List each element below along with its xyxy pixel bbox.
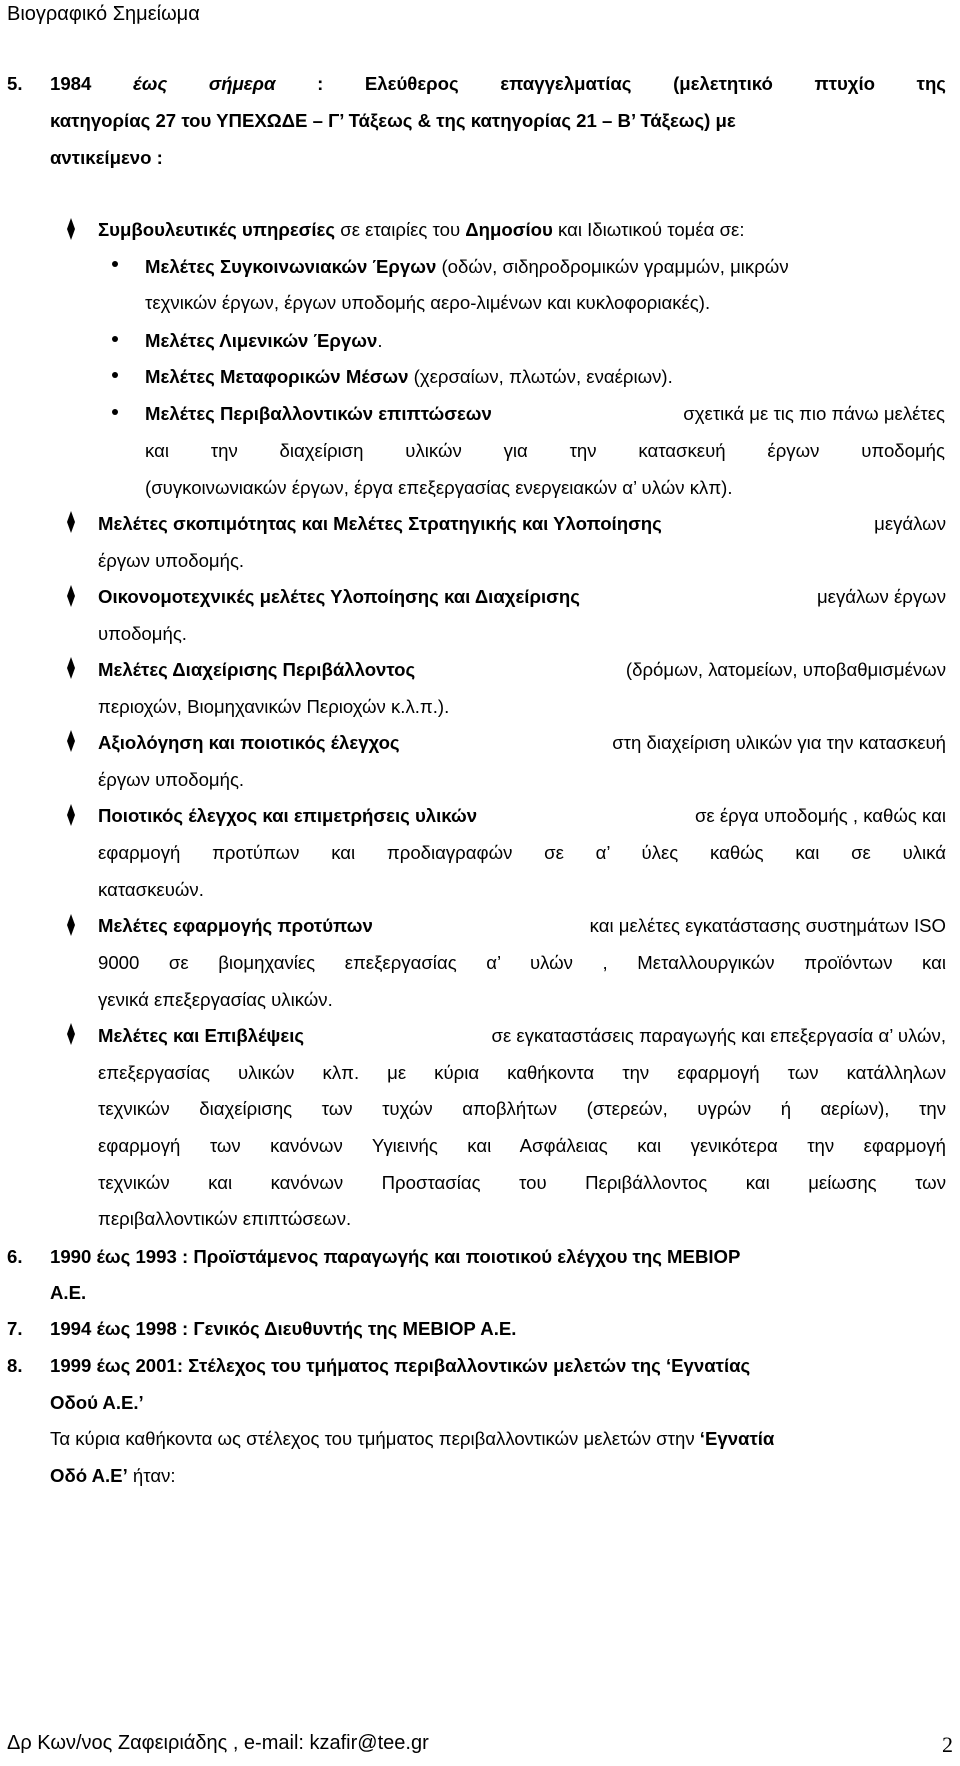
item5-intro-line3: αντικείμενο :: [50, 147, 163, 168]
item-number: 5.: [7, 73, 23, 94]
bullet-line: τεχνικών διαχείρισης των τυχών αποβλήτων (στερεών, υγρών ή αερίων), την: [98, 1098, 946, 1119]
intro-word: πτυχίο: [814, 73, 876, 94]
intro-word: 1984: [50, 73, 92, 94]
item8-paragraph-line2: [50, 1465, 176, 1487]
item-number: 6.: [7, 1246, 23, 1267]
paragraph-bold: Οδό Α.Ε’: [50, 1465, 128, 1486]
diamond-bullet-icon: [64, 656, 78, 680]
bullet-line: εφαρμογή των κανόνων Υγιεινής και Ασφάλειας και γενικότερα την εφαρμογή: [98, 1135, 946, 1156]
bullet-techno-economic: [98, 586, 946, 608]
footer-author: Δρ Κων/νος Ζαφειριάδης , e-mail: kzafir@tee.gr: [7, 1732, 429, 1754]
sub-bullet-line: τεχνικών έργων, έργων υποδομής αερο-λιμένων και κυκλοφοριακές).: [145, 292, 711, 313]
bullet-text: (οδών, σιδηροδρομικών γραμμών, μικρών: [436, 256, 789, 277]
bullet-bold: Μελέτες Περιβαλλοντικών επιπτώσεων: [145, 403, 492, 424]
intro-word: (μελετητικό: [673, 73, 773, 94]
diamond-bullet-icon: [64, 217, 78, 241]
bullet-text: και Ιδιωτικού τομέα σε:: [552, 219, 745, 240]
bullet-line: περιβαλλοντικών επιπτώσεων.: [98, 1208, 352, 1229]
bullet-text: (χερσαίων, πλωτών, εναέριων).: [408, 366, 673, 387]
bullet-standards: [98, 915, 946, 937]
intro-word: της: [916, 73, 946, 94]
bullet-quality-control: [98, 805, 946, 827]
bullet-bold: Συμβουλευτικές υπηρεσίες: [98, 219, 336, 240]
sub-bullet-line: και την διαχείριση υλικών για την κατασκευή έργων υποδομής: [145, 440, 945, 461]
dot-bullet-icon: [112, 409, 118, 415]
bullet-bold: Μελέτες Λιμενικών Έργων: [145, 330, 378, 351]
bullet-consulting: [98, 219, 745, 241]
item-number: 7.: [7, 1318, 23, 1339]
bullet-text: σχετικά με τις πιο πάνω μελέτες: [683, 403, 945, 424]
sub-bullet-transport-means: [145, 366, 673, 388]
bullet-bold: Οικονομοτεχνικές μελέτες Υλοποίησης και Διαχείρισης: [98, 586, 580, 607]
bullet-line: έργων υποδομής.: [98, 769, 245, 790]
bullet-line: τεχνικών και κανόνων Προστασίας του Περιβάλλοντος και μείωσης των: [98, 1172, 946, 1193]
intro-word: έως: [132, 73, 168, 94]
item8-line2: Οδού Α.Ε.’: [50, 1392, 144, 1413]
dot-bullet-icon: [112, 336, 118, 342]
bullet-evaluation: [98, 732, 946, 754]
bullet-line: επεξεργασίας υλικών κλπ. με κύρια καθήκοντα την εφαρμογή των κατάλληλων: [98, 1062, 946, 1083]
bullet-feasibility: [98, 513, 946, 535]
item8-line1: 1999 έως 2001: Στέλεχος του τμήματος περιβαλλοντικών μελετών της ‘Εγνατίας: [50, 1355, 751, 1376]
diamond-bullet-icon: [64, 803, 78, 827]
bullet-text: (δρόμων, λατομείων, υποβαθμισμένων: [625, 659, 946, 680]
item8-paragraph-line1: [50, 1428, 774, 1450]
bullet-text: και μελέτες εγκατάστασης συστημάτων ISO: [589, 915, 946, 936]
item7-line1: 1994 έως 1998 : Γενικός Διευθυντής της ΜΕΒΙΟΡ Α.Ε.: [50, 1318, 517, 1339]
page-number: 2: [942, 1732, 953, 1757]
intro-word: :: [317, 73, 324, 94]
bullet-bold: Μελέτες και Επιβλέψεις: [98, 1025, 305, 1046]
bullet-line: κατασκευών.: [98, 879, 204, 900]
intro-word: επαγγελματίας: [500, 73, 632, 94]
diamond-bullet-icon: [64, 584, 78, 608]
bullet-text: στη διαχείριση υλικών για την κατασκευή: [612, 732, 946, 753]
item5-intro-line1: [50, 73, 946, 95]
item6-line2: Α.Ε.: [50, 1282, 87, 1303]
sub-bullet-transport-studies: [145, 256, 789, 278]
bullet-line: γενικά επεξεργασίας υλικών.: [98, 989, 333, 1010]
sub-bullet-port-studies: [145, 330, 382, 352]
diamond-bullet-icon: [64, 913, 78, 937]
diamond-bullet-icon: [64, 729, 78, 753]
bullet-bold: Μελέτες σκοπιμότητας και Μελέτες Στρατηγικής και Υλοποίησης: [98, 513, 662, 534]
bullet-bold: Μελέτες Μεταφορικών Μέσων: [145, 366, 409, 387]
bullet-text: σε εταιρίες του: [335, 219, 466, 240]
diamond-bullet-icon: [64, 1022, 78, 1046]
bullet-bold: Μελέτες Συγκοινωνιακών Έργων: [145, 256, 437, 277]
bullet-line: εφαρμογή προτύπων και προδιαγραφών σε α’ ύλες καθώς και σε υλικά: [98, 842, 946, 863]
bullet-bold: Μελέτες εφαρμογής προτύπων: [98, 915, 373, 936]
bullet-supervision: [98, 1025, 946, 1047]
bullet-line: υποδομής.: [98, 623, 187, 644]
intro-word: σήμερα: [208, 73, 276, 94]
page-footer: [7, 1732, 953, 1755]
bullet-text: σε εγκαταστάσεις παραγωγής και επεξεργασία α’ υλών,: [491, 1025, 946, 1046]
sub-bullet-environmental: [145, 403, 945, 425]
bullet-text: σε έργα υποδομής , καθώς και: [694, 805, 946, 826]
bullet-line: περιοχών, Βιομηχανικών Περιοχών κ.λ.π.).: [98, 696, 450, 717]
bullet-environment-management: [98, 659, 946, 681]
sub-bullet-line: (συγκοινωνιακών έργων, έργα επεξεργασίας ενεργειακών α’ υλών κλπ).: [145, 477, 733, 498]
item5-intro-line2: κατηγορίας 27 του ΥΠΕΧΩΔΕ – Γ’ Τάξεως & της κατηγορίας 21 – Β’ Τάξεως) με: [50, 110, 736, 131]
paragraph-text: Τα κύρια καθήκοντα ως στέλεχος του τμήματος περιβαλλοντικών μελετών στην: [50, 1428, 700, 1449]
bullet-bold: Μελέτες Διαχείρισης Περιβάλλοντος: [98, 659, 416, 680]
item-number: 8.: [7, 1355, 23, 1376]
intro-word: Ελεύθερος: [364, 73, 459, 94]
bullet-bold: Δημοσίου: [465, 219, 553, 240]
bullet-text: μεγάλων έργων: [816, 586, 946, 607]
bullet-bold: Ποιοτικός έλεγχος και επιμετρήσεις υλικών: [98, 805, 478, 826]
dot-bullet-icon: [112, 261, 118, 267]
bullet-line: 9000 σε βιομηχανίες επεξεργασίας α’ υλών , Μεταλλουργικών προϊόντων και: [98, 952, 946, 973]
dot-bullet-icon: [112, 372, 118, 378]
bullet-line: έργων υποδομής.: [98, 550, 245, 571]
item6-line1: 1990 έως 1993 : Προϊστάμενος παραγωγής και ποιοτικού ελέγχου της ΜΕΒΙΟΡ: [50, 1246, 741, 1267]
paragraph-text: ήταν:: [127, 1465, 176, 1486]
bullet-bold: Αξιολόγηση και ποιοτικός έλεγχος: [98, 732, 400, 753]
bullet-text: μεγάλων: [874, 513, 946, 534]
bullet-text: .: [377, 330, 383, 351]
page-header-title: Βιογραφικό Σημείωμα: [7, 3, 200, 25]
diamond-bullet-icon: [64, 510, 78, 534]
paragraph-bold: ‘Εγνατία: [699, 1428, 775, 1449]
